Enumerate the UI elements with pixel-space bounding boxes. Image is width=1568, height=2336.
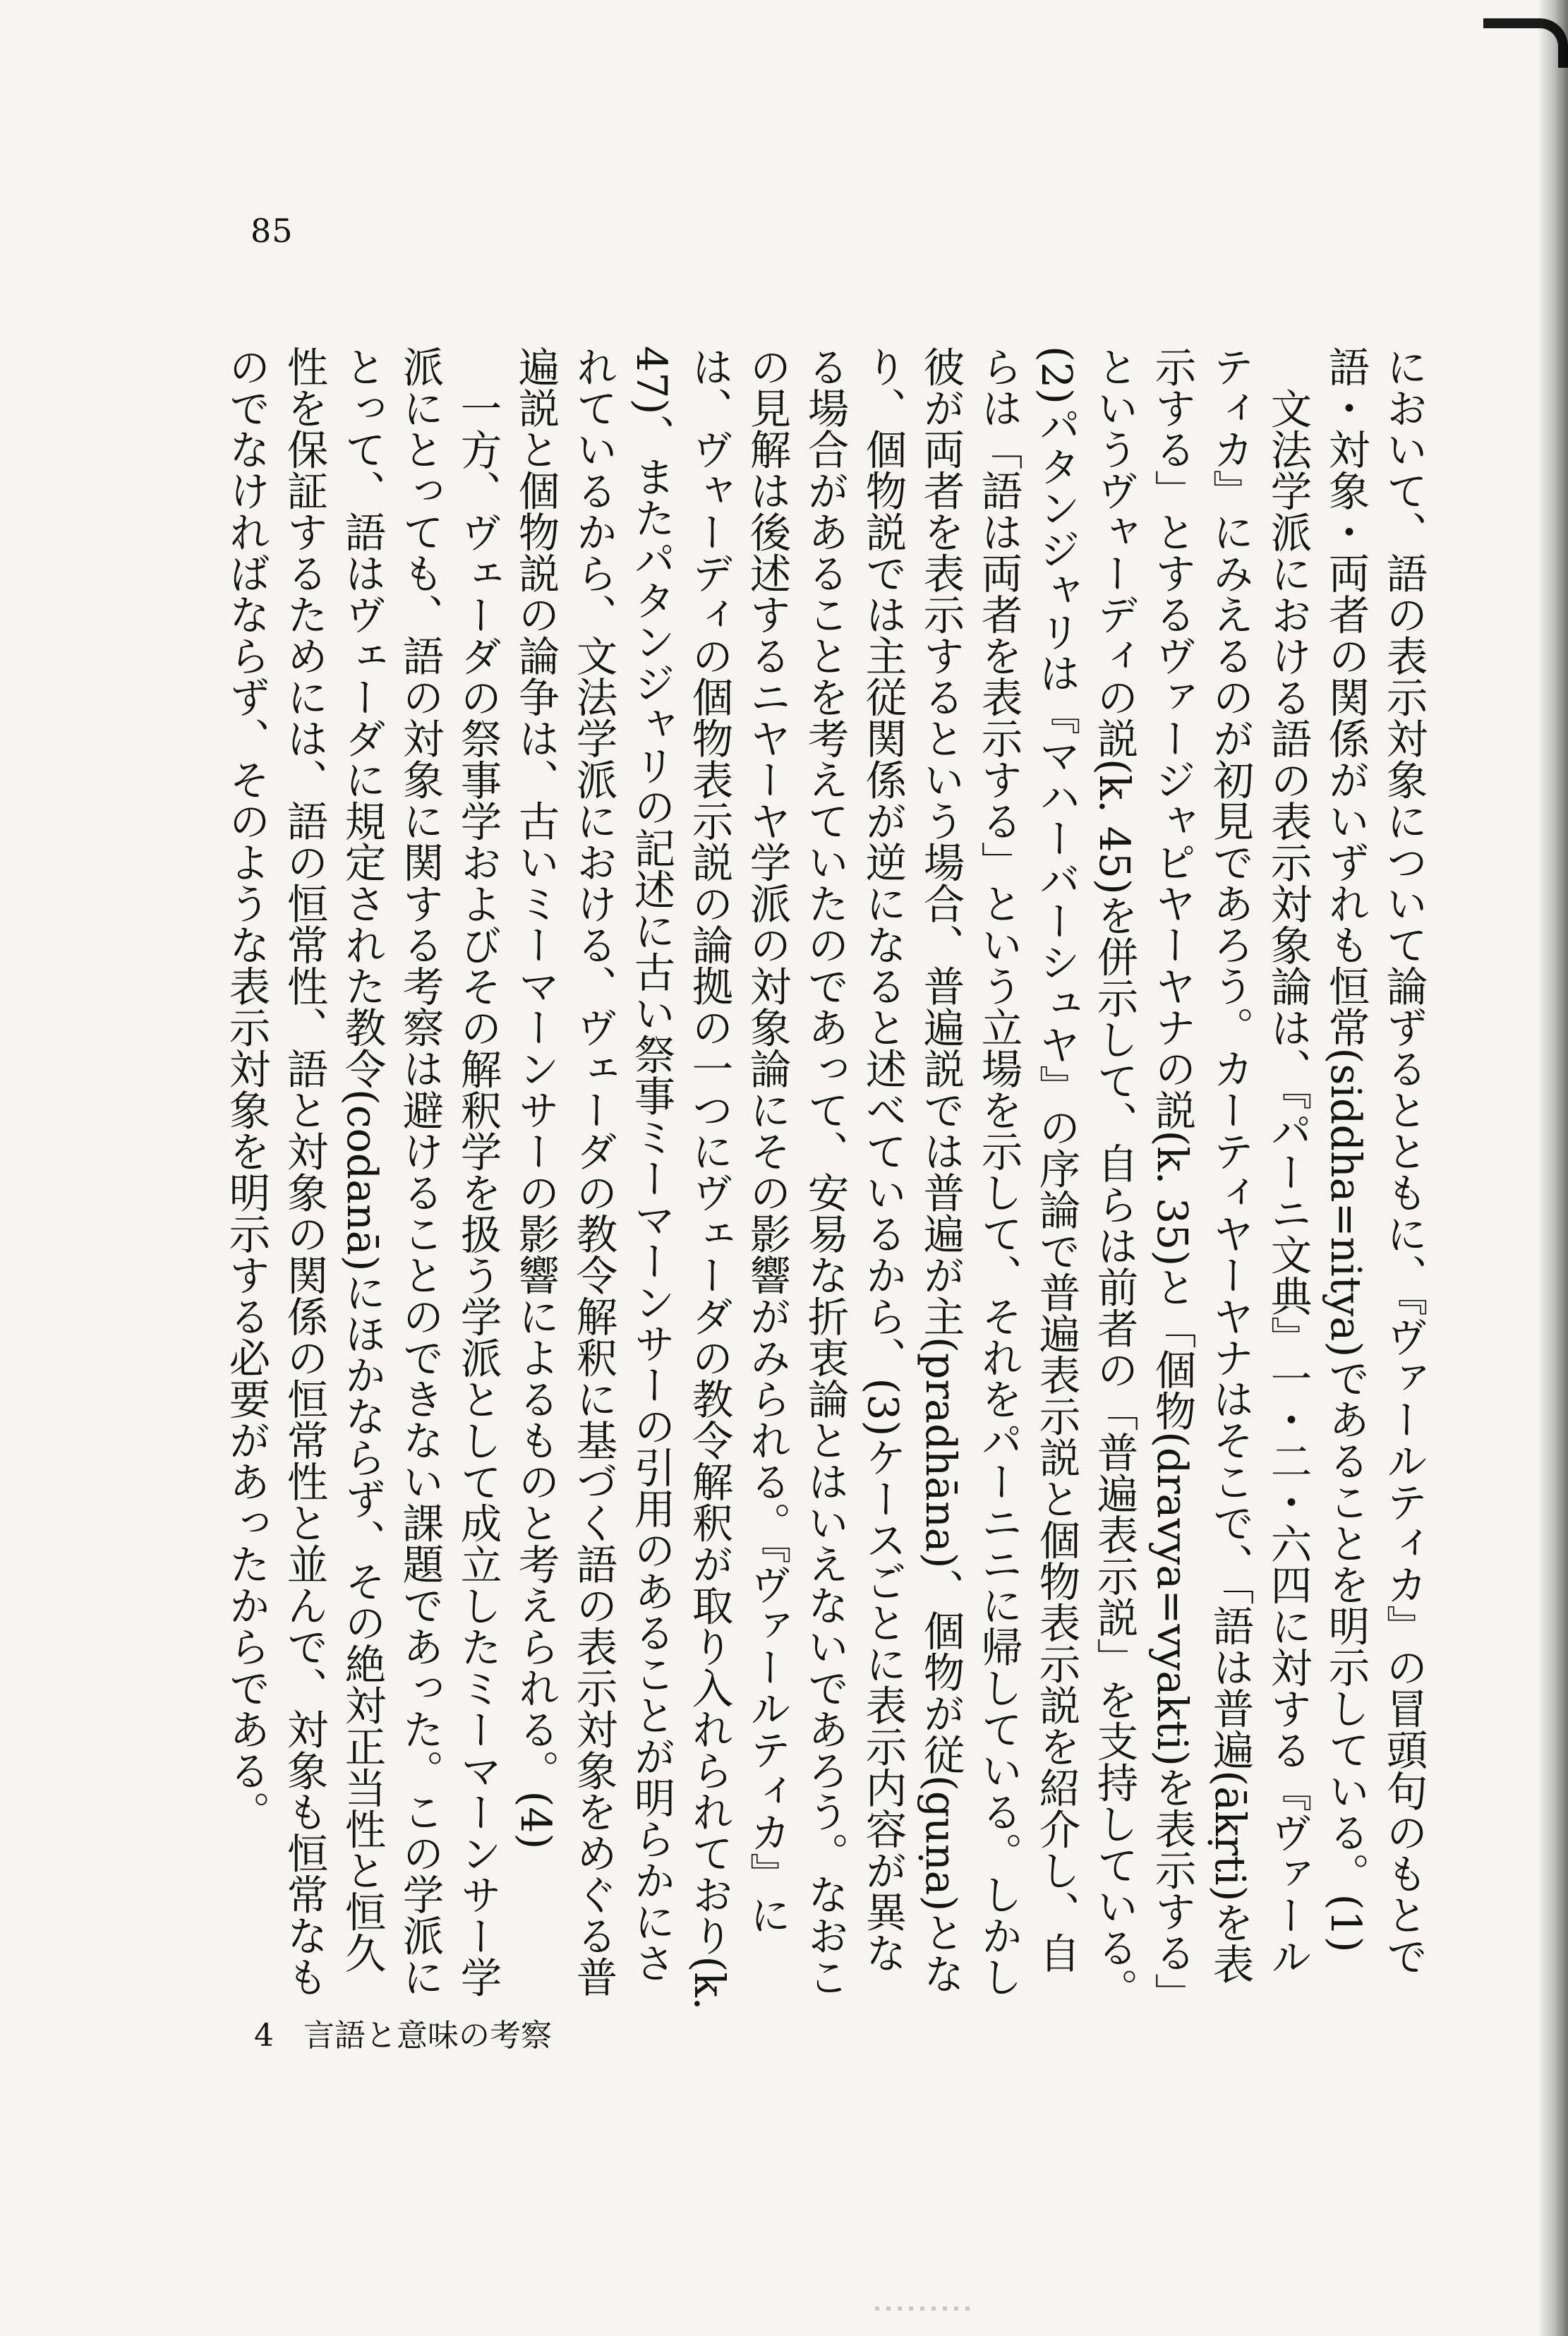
binding-shadow (1537, 0, 1568, 2336)
running-footer (254, 2010, 552, 2055)
paragraph-3: 一方、ヴェーダの祭事学およびその解釈学を扱う学派として成立したミーマーンサー学派にとっても、語の対象に関する考察は避けることのできない課題であった。この学派にとって、語はヴェーダに規定された教令(codanā)にほかならず、その絶対正当性と恒久性を保証するためには、語の恒常性、語と対象の関係の恒常性と並んで、対象も恒常なものでなければならず、そのような表示対象を明示する必要があったからである。 (222, 346, 502, 1997)
page-number: 85 (251, 212, 294, 250)
body-text (212, 346, 1433, 2011)
paragraph-2: 文法学派における語の表示対象論は、『パーニ文典』一・二・六四に対する『ヴァールティカ』にみえるのが初見であろう。カーティヤーヤナはそこで、「語は普遍(ākṛti)を表示する」とするヴァージャピヤーヤナの説(k. 35)と「個物(dravya=vyakti)を表示する」というヴャーディの説(k. 45)を併示して、自らは前者の「普遍表示説」を支持している。(2)パタンジャリは『マハーバーシュヤ』の序論で普遍表示説と個物表示説を紹介し、自らは「語は両者を表示する」という立場を示して、それをパーニニに帰している。しかし彼が両者を表示するという場合、普遍説では普遍が主(pradhāna)、個物が従(guṇa)となり、個物説では主従関係が逆になると述べているから、(3)ケースごとに表示内容が異なる場合があることを考えていたのであって、安易な折衷論とはいえないであろう。なおこの見解は後述するニヤーヤ学派の対象論にその影響がみられる。『ヴァールティカ』には、ヴャーディの個物表示説の論拠の一つにヴェーダの教令解釈が取り入れられており(k. 47)、またパタンジャリの記述に古い祭事ミーマーンサーの引用のあることが明らかにされているから、文法学派における、ヴェーダの教令解釈に基づく語の表示対象をめぐる普遍説と個物説の論争は、古いミーマーンサーの影響によるものと考えられる。(4) (512, 346, 1312, 2011)
paragraph-1: において、語の表示対象について論ずるとともに、『ヴァールティカ』の冒頭句のもとで語・対象・両者の関係がいずれも恒常(siddha=nitya)であることを明示している。(1) (1322, 346, 1428, 1977)
scan-artifact (875, 2306, 974, 2311)
chapter-title: 言語と意味の考察 (303, 2018, 552, 2054)
chapter-number: 4 (254, 2018, 274, 2054)
